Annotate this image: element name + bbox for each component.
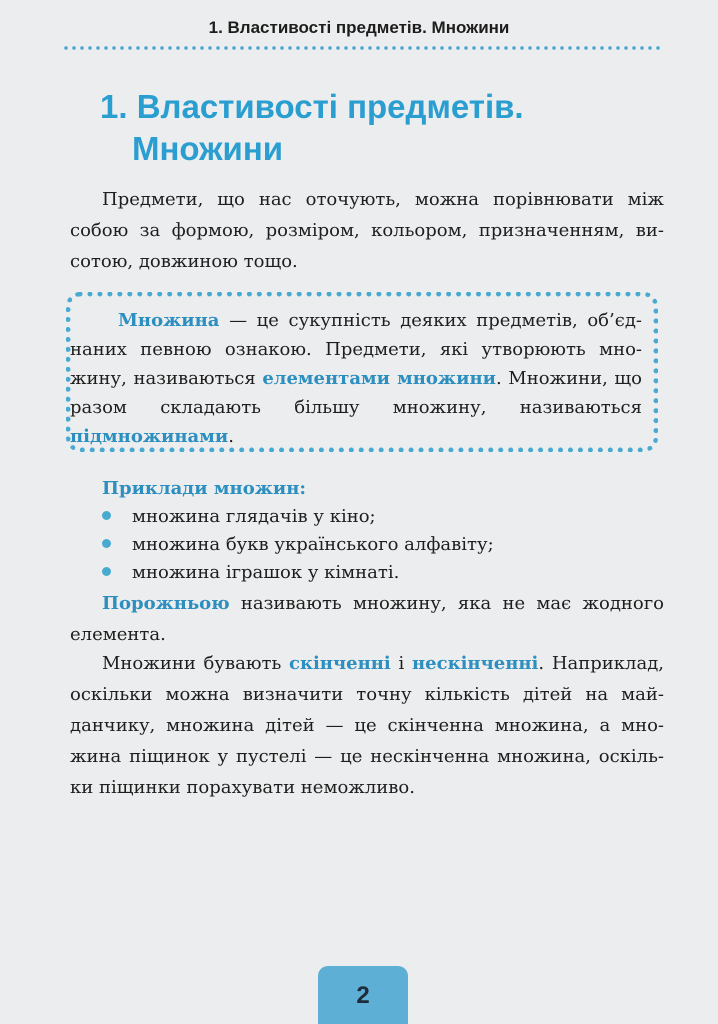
page-number: 2 <box>356 982 370 1009</box>
definition-line: наних певною ознакою. Предмети, які утворюють мно- <box>70 339 642 360</box>
bullet-icon <box>102 539 111 548</box>
definition-line: жину, називаються <box>70 368 263 389</box>
finite-line: ки піщинки порахувати неможливо. <box>70 777 415 798</box>
definition-line: — це сукупність деяких предметів, об’єд- <box>219 310 642 331</box>
intro-paragraph <box>70 184 664 277</box>
list-item: множина глядачів у кіно; <box>100 503 494 531</box>
finite-paragraph: Множини бувають скінченні і нескінченні. Наприклад, оскільки можна визначити точну кількість дітей на май- данчику, множина дітей — це скінченна множина, а мно- жина піщинок у пустелі — це нескінченна множина, оскіль- ки піщинки порахувати неможливо. <box>70 653 665 798</box>
term-finite: скінченні <box>288 653 391 674</box>
definition-text <box>70 306 642 451</box>
chapter-title-line1: 1. Властивості предметів. <box>100 88 524 125</box>
empty-set-paragraph <box>70 588 664 650</box>
term-empty-set: Порожньою <box>102 593 230 614</box>
bullet-icon <box>102 511 111 520</box>
bullet-icon <box>102 567 111 576</box>
running-header: 1. Властивості предметів. Множини <box>208 18 510 37</box>
definition-line: . Множини, <box>495 368 608 389</box>
chapter-title <box>100 86 524 170</box>
empty-set-line: елемента. <box>70 624 166 645</box>
intro-line: сотою, довжиною тощо. <box>70 251 298 272</box>
term-set: Множина <box>118 310 220 331</box>
list-item: множина букв українського алфавіту; <box>100 531 494 559</box>
page-number-tab <box>318 966 408 1024</box>
term-subsets: підмножинами <box>70 426 229 447</box>
intro-line: собою за формою, розміром, кольором, призначенням, ви- <box>70 220 664 241</box>
term-set-elements: елементами множини <box>262 368 496 389</box>
chapter-title-line2: Множини <box>132 130 284 167</box>
empty-set-line: називають множину, яка не має жодного <box>229 593 664 614</box>
finite-line: жина піщинок у пустелі — це нескінченна множина, оскіль- <box>70 746 664 767</box>
intro-line: Предмети, що нас оточують, можна порівнювати між <box>102 189 664 210</box>
finite-line: Множини бувають <box>102 653 289 674</box>
list-item: множина іграшок у кімнаті. <box>100 559 494 587</box>
header-dotted-divider <box>62 46 662 50</box>
examples-title: Приклади множин: <box>102 478 307 499</box>
definition-line: . <box>228 426 234 447</box>
finite-line: данчику, множина дітей — це скінченна множина, а мно- <box>70 715 664 736</box>
term-infinite: нескінченні <box>411 653 539 674</box>
finite-line: оскільки можна визначити точну кількість дітей на май- <box>70 684 664 705</box>
definition-line: що разом складають більшу множину, називаються <box>70 368 642 418</box>
examples-list <box>100 503 494 587</box>
